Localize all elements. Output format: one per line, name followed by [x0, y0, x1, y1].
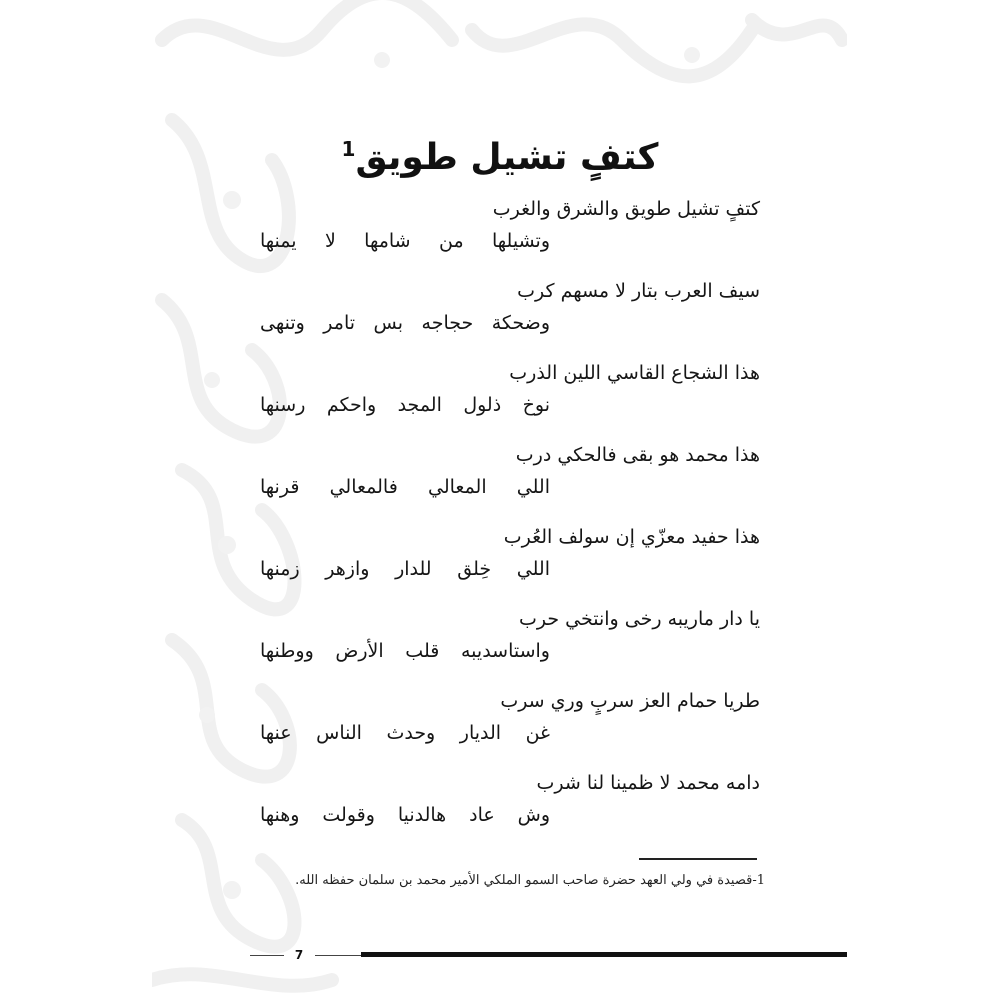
verse-second-hemistich: غن الديار وحدث الناس عنها	[260, 722, 550, 744]
stanza	[260, 687, 760, 744]
verse-first-hemistich: يا دار ماريبه رخى وانتخي حرب	[519, 608, 760, 630]
verse-second-hemistich: واستاسديبه قلب الأرض ووطنها	[260, 640, 550, 662]
stanza	[260, 359, 760, 416]
verse-first-hemistich: كتفٍ تشيل طويق والشرق والغرب	[492, 198, 760, 220]
poem-title-text: كتفٍ تشيل طويق	[355, 137, 659, 179]
poem-body	[260, 195, 760, 851]
stanza	[260, 523, 760, 580]
verse-first-hemistich: هذا محمد هو بقى فالحكي درب	[515, 444, 760, 466]
verse-first-hemistich: طريا حمام العز سربٍ وري سرب	[500, 690, 760, 712]
page-margin	[0, 0, 152, 1000]
verse-second-hemistich: اللي المعالي فالمعالي قرنها	[260, 476, 550, 498]
stanza	[260, 277, 760, 334]
verse-first-hemistich: هذا حفيد معزّي إن سولف العُرب	[503, 526, 760, 548]
poem-title	[300, 134, 700, 182]
footer-rule-middle	[315, 955, 361, 956]
footnote-divider	[639, 858, 757, 860]
stanza	[260, 605, 760, 662]
verse-second-hemistich: وتشيلها من شامها لا يمنها	[260, 230, 550, 252]
title-footnote-marker: 1	[341, 137, 356, 162]
verse-first-hemistich: هذا الشجاع القاسي اللين الذرب	[509, 362, 760, 384]
footer-rule-left	[250, 955, 284, 956]
verse-first-hemistich: سيف العرب بتار لا مسهم كرب	[517, 280, 760, 302]
verse-second-hemistich: اللي خِلق للدار وازهر زمنها	[260, 558, 550, 580]
stanza	[260, 195, 760, 252]
verse-second-hemistich: وش عاد هالدنيا وقولت وهنها	[260, 804, 550, 826]
verse-second-hemistich: وضحكة حجاجه بس تامر وتنهى	[260, 312, 550, 334]
stanza	[260, 769, 760, 826]
footnote: 1-قصيدة في ولي العهد حضرة صاحب السمو الملكي الأمير محمد بن سلمان حفظه الله.	[295, 873, 765, 888]
verse-first-hemistich: دامه محمد لا ظمينا لنا شرب	[536, 772, 760, 794]
footer-bar	[361, 952, 847, 957]
page-number: 7	[294, 948, 304, 962]
stanza	[260, 441, 760, 498]
verse-second-hemistich: نوخ ذلول المجد واحكم رسنها	[260, 394, 550, 416]
